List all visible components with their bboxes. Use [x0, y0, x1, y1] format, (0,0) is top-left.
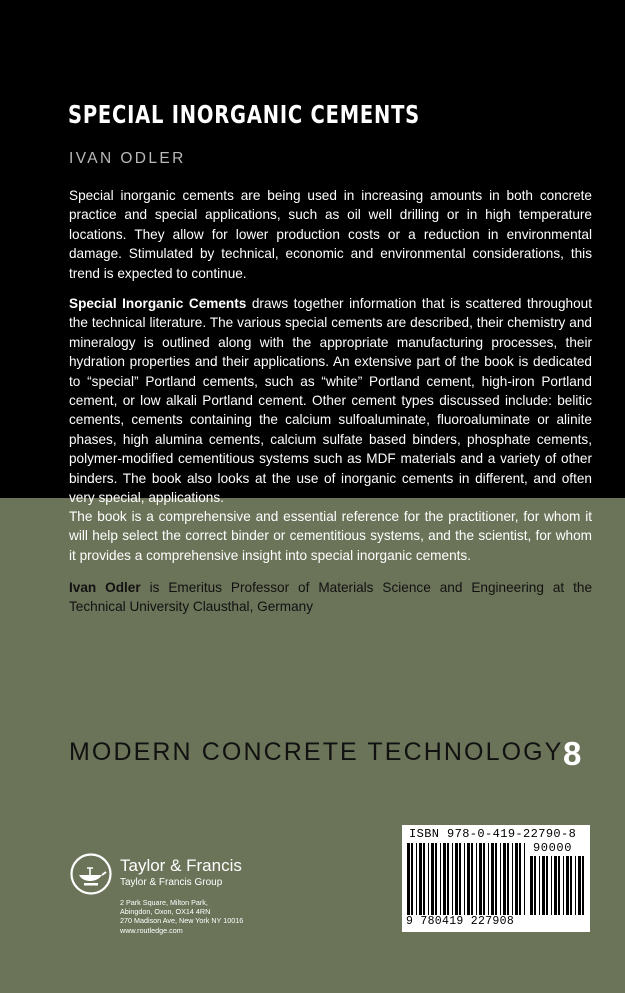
series-name: MODERN CONCRETE TECHNOLOGY — [69, 738, 564, 766]
blurb-paragraph-2-text: draws together information that is scattered throughout the technical literature. The various special cements are described, their chemistry and mineralogy is outlined along with the appropriate manufacturing processes, their hydration properties and their applications. An extensive part of the book is dedicated to “special” Portland cements, such as “white” Portland cement, high-iron Portland cement, or low alkali Portland cement. Other cement types discussed include: belitic cements, cements containing the calcium sulfoaluminate, fluoroaluminate or alinite phases, high alumina cements, calcium sulfate based binders, phosphate cements, polymer-modified cementitious systems such as MDF materials and a variety of other binders. The book also looks at the use of inorganic cements in different, and often very special, applications. — [69, 296, 592, 506]
book-title: SPECIAL INORGANIC CEMENTS — [68, 100, 420, 129]
ean-barcode-bars — [407, 843, 527, 915]
blurb-paragraph-3: The book is a comprehensive and essential reference for the practitioner, for whom it will help select the correct binder or cementitious systems, and the scientist, for whom it provides a comprehensive insight into special inorganic cements. — [69, 509, 592, 563]
publisher-address-line: 2 Park Square, Milton Park, — [120, 898, 208, 907]
blurb-paragraph-2-bold: Special Inorganic Cements — [69, 296, 247, 311]
book-author: IVAN ODLER — [69, 150, 186, 167]
author-bio-text: is Emeritus Professor of Materials Science and Engineering at the Technical University Clausthal, Germany — [69, 580, 593, 615]
ean-digits: 9 780419 227908 — [406, 915, 515, 928]
publisher-group: Taylor & Francis Group — [120, 877, 223, 888]
series-number: 8 — [563, 735, 582, 772]
oil-lamp-icon — [70, 853, 112, 895]
addon-barcode-bars — [530, 856, 585, 915]
author-bio-name: Ivan Odler — [69, 580, 141, 595]
publisher-address-line: Abingdon, Oxon, OX14 4RN — [120, 907, 211, 917]
isbn-barcode — [402, 825, 590, 932]
publisher-website: www.routledge.com — [120, 925, 183, 935]
publisher-address-line: 270 Madison Ave, New York NY 10016 — [120, 916, 244, 926]
publisher-address — [120, 898, 243, 935]
barcode-addon-number: 90000 — [533, 841, 573, 855]
author-bio — [69, 578, 592, 617]
isbn-number: ISBN 978-0-419-22790-8 — [409, 827, 577, 841]
blurb-paragraph-2 — [69, 294, 592, 507]
blurb-paragraph-1: Special inorganic cements are being used in increasing amounts in both concrete practice and special applications, such as oil well drilling or in high temperature locations. They allow for lower production costs or a reduction in environmental damage. Stimulated by technical, economic and environmental considerations, this trend is expected to continue. — [69, 188, 592, 281]
publisher-name: Taylor & Francis — [120, 856, 242, 875]
